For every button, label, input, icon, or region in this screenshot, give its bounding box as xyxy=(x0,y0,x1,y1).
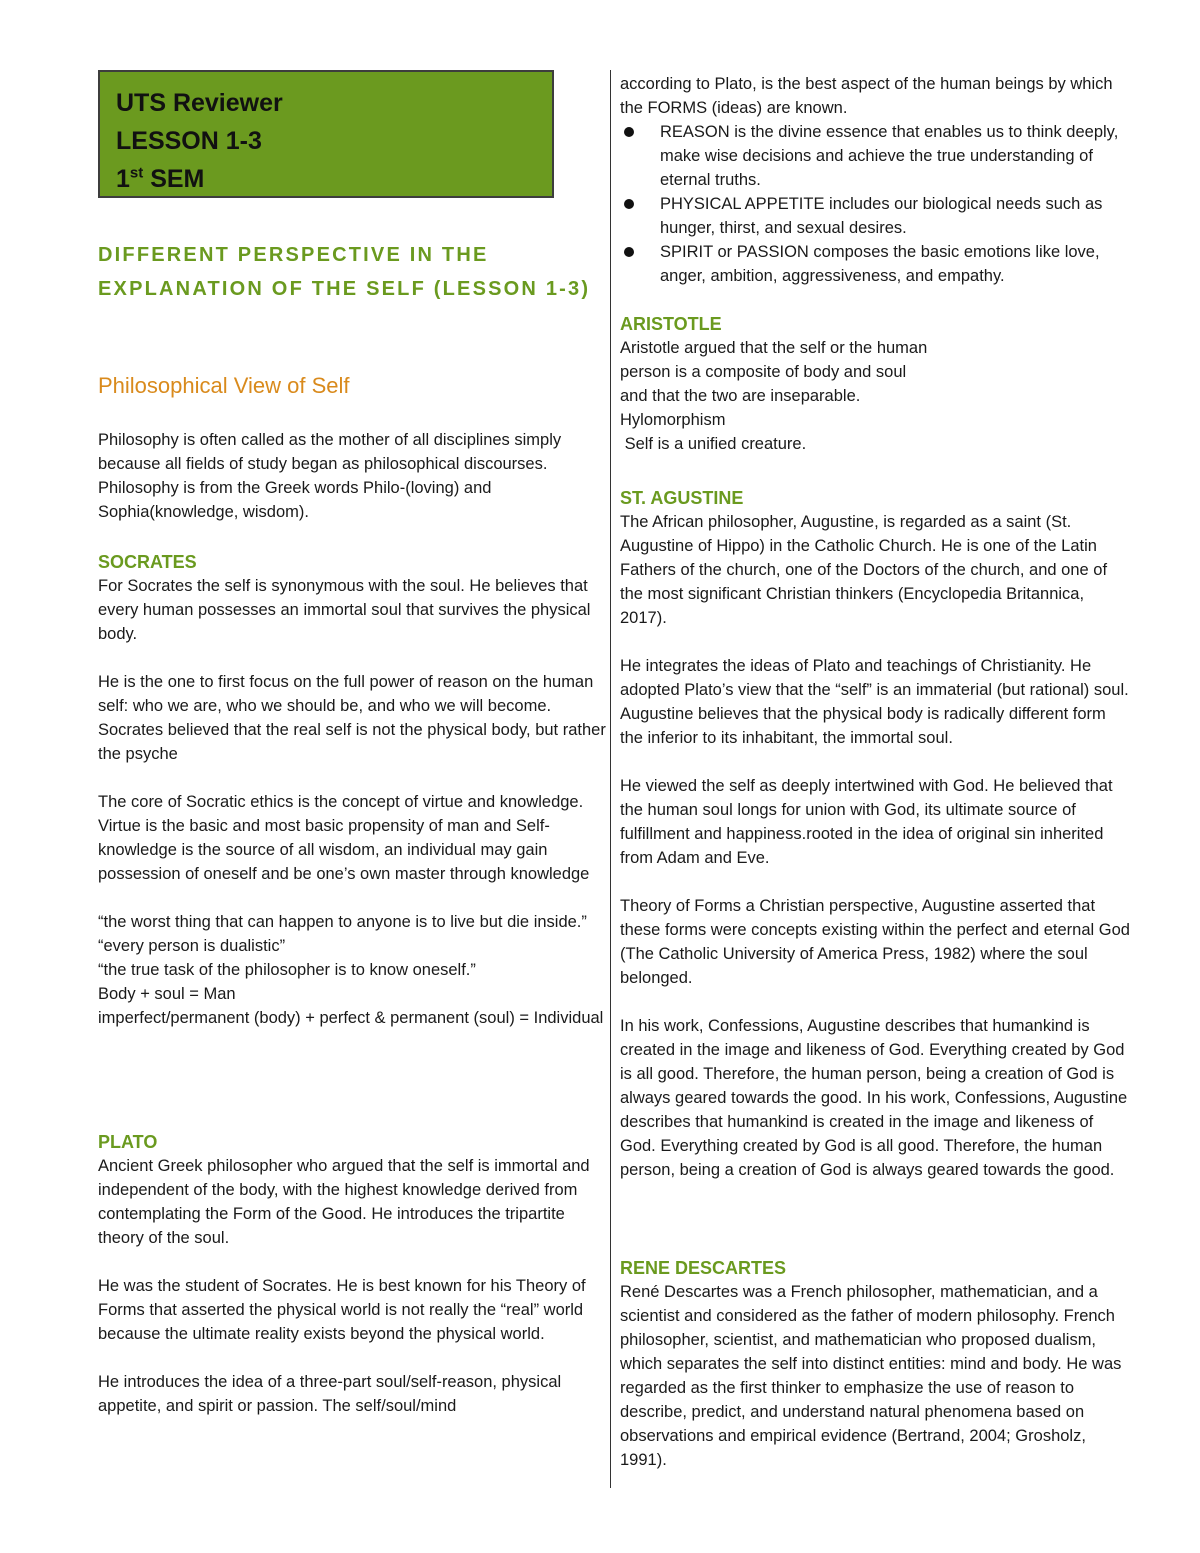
semester-number: 1 xyxy=(116,165,130,193)
plato-paragraph-3: He introduces the idea of a three-part soul/self-reason, physical appetite, and spirit or passion. The self/soul/mind xyxy=(98,1373,562,1415)
semester-suffix: st xyxy=(129,164,144,182)
augustine-paragraph-2: He integrates the ideas of Plato and teachings of Christianity. He adopted Plato’s view that the “self” is an immaterial (but rational) soul. Augustine believes that the physical body is radically different form the inferior to its inhabitant, the immortal soul. xyxy=(620,657,1129,747)
aristotle-line-2: person is a composite of body and soul xyxy=(620,363,907,381)
plato-continued xyxy=(620,72,1130,288)
plato-paragraph-1: Ancient Greek philosopher who argued that the self is immortal and independent of the body, with the highest knowledge derived from contemplating the Form of the Good. He introduces the tripartite theory of the soul. xyxy=(98,1157,590,1247)
plato-continued-text: according to Plato, is the best aspect of the human beings by which the FORMS (ideas) are known. xyxy=(620,75,1113,117)
list-item: PHYSICAL APPETITE includes our biological needs such as hunger, thirst, and sexual desires. xyxy=(620,192,1130,240)
augustine-section xyxy=(620,486,1130,1182)
aristotle-line-1: Aristotle argued that the self or the human xyxy=(620,339,928,357)
list-item: REASON is the divine essence that enables us to think deeply, make wise decisions and achieve the true understanding of eternal truths. xyxy=(620,120,1130,192)
plato-paragraph-2: He was the student of Socrates. He is best known for his Theory of Forms that asserted the physical world is not really the “real” world because the ultimate reality exists beyond the physical world. xyxy=(98,1277,586,1343)
socrates-formula-2: imperfect/permanent (body) + perfect & permanent (soul) = Individual xyxy=(98,1009,604,1027)
augustine-heading: ST. AGUSTINE xyxy=(620,488,744,508)
socrates-formula-1: Body + soul = Man xyxy=(98,985,236,1003)
socrates-paragraph-3: The core of Socratic ethics is the concept of virtue and knowledge. Virtue is the basic and most basic propensity of man and Self-knowledge is the source of all wisdom, an individual may gain possession of oneself and be one’s own master through knowledge xyxy=(98,793,590,883)
title-line-1: UTS Reviewer xyxy=(116,89,283,117)
socrates-paragraph-2: He is the one to first focus on the full power of reason on the human self: who we are, who we should be, and who we will become. Socrates believed that the real self is not the physical body, but rather the psyche xyxy=(98,673,606,763)
aristotle-line-4: Hylomorphism xyxy=(620,411,726,429)
intro-paragraph xyxy=(98,428,610,524)
aristotle-section xyxy=(620,312,1130,456)
socrates-section xyxy=(98,550,610,1030)
aristotle-line-3: and that the two are inseparable. xyxy=(620,387,861,405)
title-line-3 xyxy=(116,160,536,198)
socrates-quote-1: “the worst thing that can happen to anyone is to live but die inside.” xyxy=(98,913,587,931)
augustine-paragraph-1: The African philosopher, Augustine, is regarded as a saint (St. Augustine of Hippo) in the Catholic Church. He is one of the Latin Fathers of the church, one of the Doctors of the church, and one of the most significant Christian thinkers (Encyclopedia Britannica, 2017). xyxy=(620,513,1108,627)
column-divider xyxy=(610,70,611,1488)
aristotle-line-5: Self is a unified creature. xyxy=(620,435,807,453)
plato-soul-parts-list xyxy=(620,120,1130,288)
socrates-paragraph-1: For Socrates the self is synonymous with the soul. He believes that every human possesses an immortal soul that survives the physical body. xyxy=(98,577,591,643)
semester-label: SEM xyxy=(143,165,205,193)
descartes-heading: RENE DESCARTES xyxy=(620,1258,787,1278)
plato-heading: PLATO xyxy=(98,1132,158,1152)
augustine-paragraph-4: Theory of Forms a Christian perspective, Augustine asserted that these forms were concepts existing within the perfect and eternal God (The Catholic University of America Press, 1982) where the soul belonged. xyxy=(620,897,1130,987)
socrates-quote-3: “the true task of the philosopher is to know oneself.” xyxy=(98,961,476,979)
descartes-section xyxy=(620,1256,1130,1472)
socrates-heading: SOCRATES xyxy=(98,552,197,572)
augustine-paragraph-3: He viewed the self as deeply intertwined with God. He believed that the human soul longs for union with God, its ultimate source of fulfillment and happiness.rooted in the idea of original sin inherited from Adam and Eve. xyxy=(620,777,1113,867)
aristotle-heading: ARISTOTLE xyxy=(620,314,722,334)
plato-section xyxy=(98,1130,610,1418)
section-title: Philosophical View of Self xyxy=(98,373,350,398)
title-line-2: LESSON 1-3 xyxy=(116,127,262,155)
augustine-paragraph-5: In his work, Confessions, Augustine describes that humankind is created in the image and likeness of God. Everything created by God is all good. Therefore, the human person, being a creation of God is always geared towards the good. In his work, Confessions, Augustine describes that humankind is created in the image and likeness of God. Everything created by God is all good. Therefore, the human person, being a creation of God is always geared towards the good. xyxy=(620,1017,1128,1179)
intro-text: Philosophy is often called as the mother of all disciplines simply because all fields of study began as philosophical discourses. Philosophy is from the Greek words Philo-(loving) and Sophia(knowledge, wisdom). xyxy=(98,431,562,521)
main-heading: DIFFERENT PERSPECTIVE IN THE EXPLANATION OF THE SELF (LESSON 1-3) xyxy=(98,244,591,300)
descartes-paragraph-1: René Descartes was a French philosopher, mathematician, and a scientist and considered as the father of modern philosophy. French philosopher, scientist, and mathematician who proposed dualism, which separates the self into distinct entities: mind and body. He was regarded as the first thinker to emphasize the use of reason to describe, predict, and understand natural phenomena based on observations and empirical evidence (Bertrand, 2004; Grosholz, 1991). xyxy=(620,1283,1122,1469)
socrates-quote-2: “every person is dualistic” xyxy=(98,937,286,955)
list-item: SPIRIT or PASSION composes the basic emotions like love, anger, ambition, aggressiveness, and empathy. xyxy=(620,240,1130,288)
title-box xyxy=(98,70,554,198)
